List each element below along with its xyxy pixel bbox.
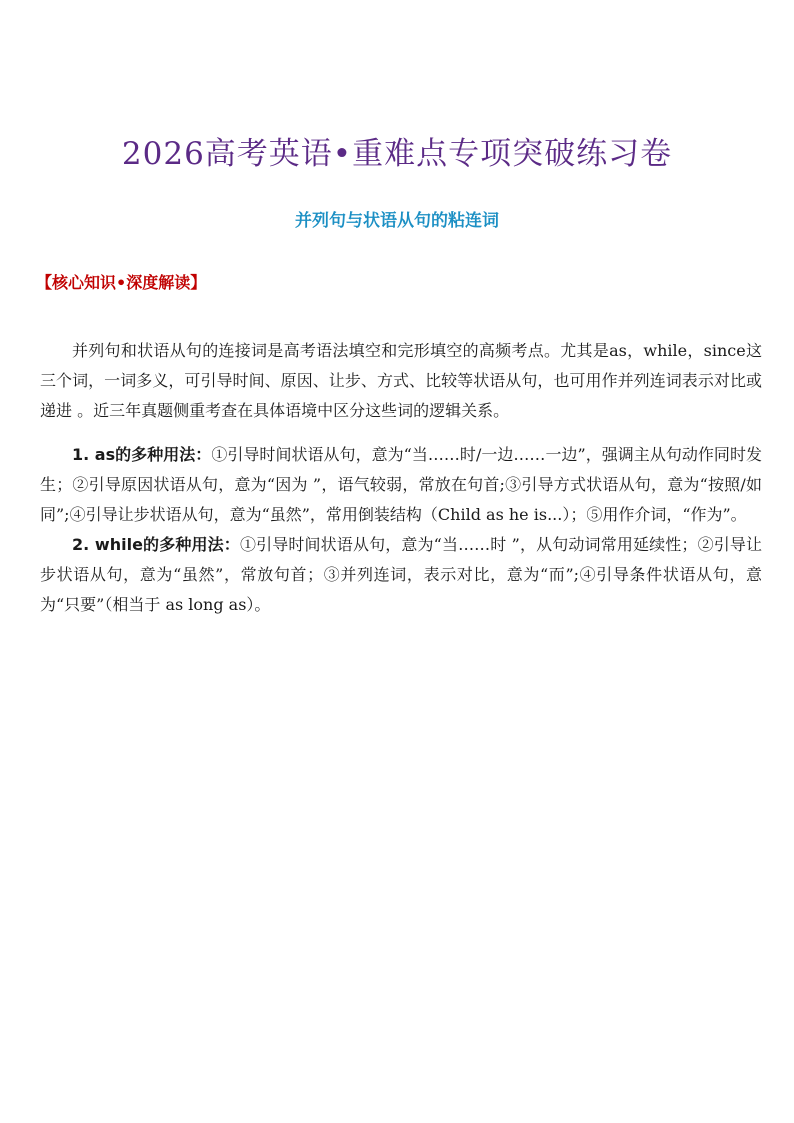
item-label: 1. as的多种用法：	[72, 445, 212, 464]
page-subtitle: 并列句与状语从句的粘连词	[295, 211, 499, 231]
section-heading: 【核心知识•深度解读】	[36, 273, 207, 292]
intro-paragraph: 并列句和状语从句的连接词是高考语法填空和完形填空的高频考点。尤其是as，while，since这三个词，一词多义，可引导时间、原因、让步、方式、比较等状语从句，也可用作并列连词表示对比或递进 。近三年真题侧重考查在具体语境中区分这些词的逻辑关系。	[40, 341, 762, 420]
item-label: 2. while的多种用法：	[72, 535, 240, 554]
page-title: 2026高考英语•重难点专项突破练习卷	[121, 136, 673, 172]
list-item	[40, 440, 762, 530]
item-text: ①引导时间状语从句，意为“当……时/一边……一边”，强调主从句动作同时发生；②引导原因状语从句，意为“因为 ”，语气较弱，常放在句首;③引导方式状语从句，意为“按照/如同”;④引导让步状语从句，意为“虽然”，常用倒装结构（Child as he is...）；⑤用作介词，“作为”。	[40, 445, 762, 524]
list-item	[40, 530, 762, 620]
item-text: ①引导时间状语从句，意为“当……时 ”，从句动词常用延续性；②引导让步状语从句，意为“虽然”，常放句首；③并列连词，表示对比，意为“而”;④引导条件状语从句，意为“只要”（相当于 as long as）。	[40, 535, 762, 614]
body-content	[40, 336, 762, 620]
